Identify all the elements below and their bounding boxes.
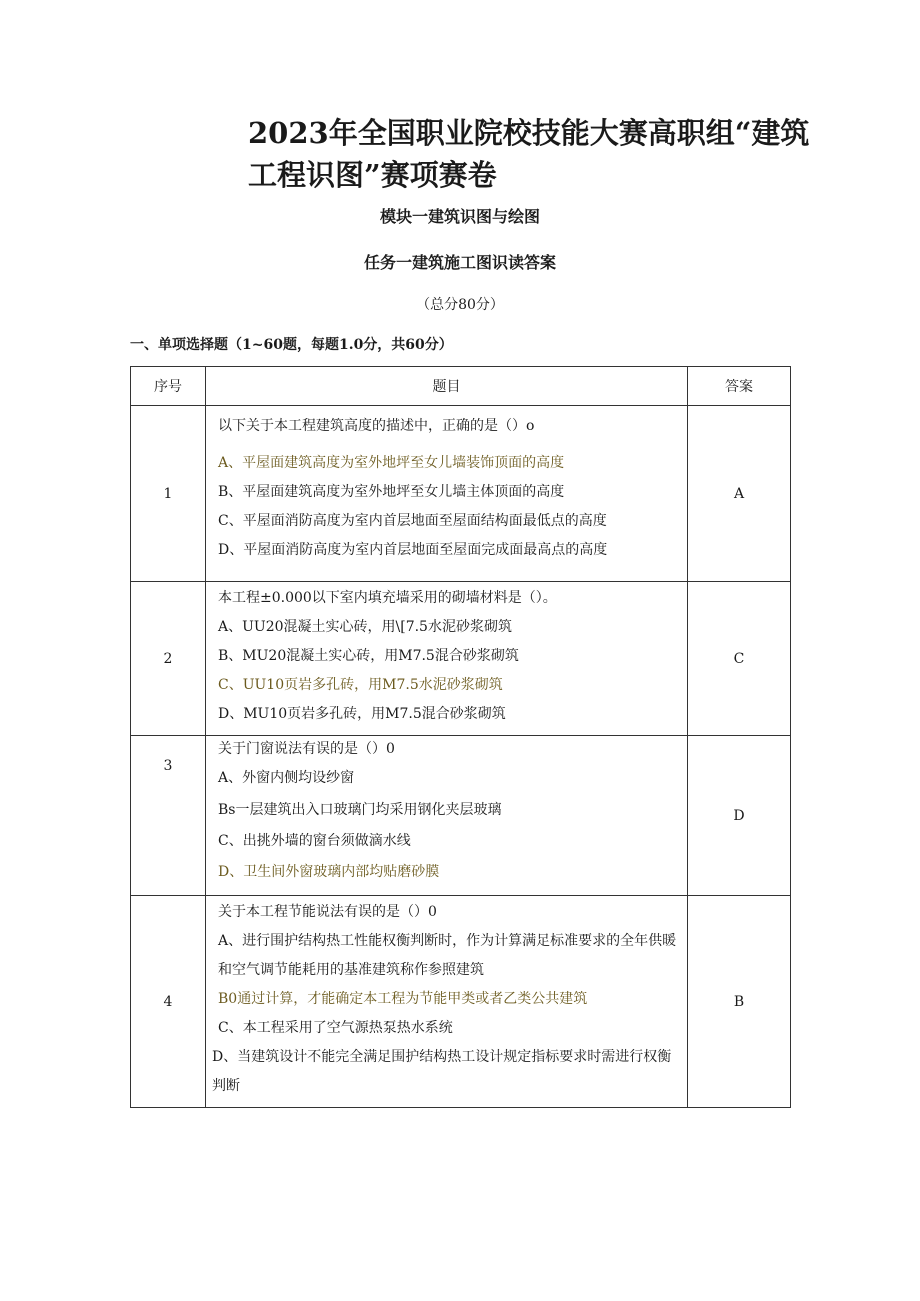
exam-title xyxy=(248,112,808,196)
option-b: B、平屋面建筑高度为室外地坪至女儿墙主体顶面的高度 xyxy=(218,484,565,500)
column-header-answer: 答案 xyxy=(688,367,791,406)
question-cell xyxy=(206,406,688,582)
answer-cell: D xyxy=(688,736,791,896)
question-stem: 关于本工程节能说法有误的是（）0 xyxy=(218,904,437,920)
title-line-1: 2023年全国职业院校技能大赛高职组“建筑 xyxy=(248,116,810,150)
question-cell xyxy=(206,896,688,1108)
option-d: D、平屋面消防高度为室内首层地面至屋面完成面最高点的高度 xyxy=(218,542,608,558)
module-title: 模块一建筑识图与绘图 xyxy=(379,207,540,226)
option-a: A、进行围护结构热工性能权衡判断时，作为计算满足标准要求的全年供暖和空气调节能耗用的基准建筑称作参照建筑 xyxy=(218,933,677,978)
answer-cell: B xyxy=(688,896,791,1108)
question-number: 4 xyxy=(131,896,206,1108)
question-stem: 以下关于本工程建筑高度的描述中，正确的是（）o xyxy=(218,418,535,434)
answer-cell: C xyxy=(688,582,791,736)
column-header-question: 题目 xyxy=(206,367,688,406)
question-number: 3 xyxy=(131,736,206,896)
table-row xyxy=(131,406,791,582)
option-a: A、UU20混凝土实心砖，用\[7.5水泥砂浆砌筑 xyxy=(218,619,512,635)
option-c: C、本工程采用了空气源热泵热水系统 xyxy=(218,1020,453,1036)
total-score: （总分80分） xyxy=(416,297,504,313)
question-cell xyxy=(206,582,688,736)
question-cell xyxy=(206,736,688,896)
option-d: D、当建筑设计不能完全满足围护结构热工设计规定指标要求时需进行权衡判断 xyxy=(212,1049,672,1094)
title-line-2: 工程识图”赛项赛卷 xyxy=(248,158,497,192)
option-b: B、MU20混凝土实心砖，用M7.5混合砂浆砌筑 xyxy=(218,648,519,664)
option-a: A、平屋面建筑高度为室外地坪至女儿墙装饰顶面的高度 xyxy=(218,455,565,471)
question-stem: 关于门窗说法有误的是（）0 xyxy=(218,741,395,757)
column-header-number: 序号 xyxy=(131,367,206,406)
question-number: 2 xyxy=(131,582,206,736)
option-b: B0通过计算，才能确定本工程为节能甲类或者乙类公共建筑 xyxy=(218,991,588,1007)
section-heading: 一、单项选择题（1~60题，每题1.0分，共60分） xyxy=(130,337,453,353)
question-table xyxy=(130,366,791,1108)
option-c: C、出挑外墙的窗台须做滴水线 xyxy=(218,833,411,849)
option-b: Bs一层建筑出入口玻璃门均采用钢化夹层玻璃 xyxy=(218,802,502,818)
option-c: C、UU10页岩多孔砖，用M7.5水泥砂浆砌筑 xyxy=(218,677,503,693)
option-d: D、MU10页岩多孔砖，用M7.5混合砂浆砌筑 xyxy=(218,706,506,722)
table-header-row xyxy=(131,367,791,406)
option-d: D、卫生间外窗玻璃内部均贴磨砂膜 xyxy=(218,864,440,880)
question-stem: 本工程±0.000以下室内填充墙采用的砌墙材料是（）。 xyxy=(218,590,557,606)
option-c: C、平屋面消防高度为室内首层地面至屋面结构面最低点的高度 xyxy=(218,513,607,529)
option-a: A、外窗内侧均设纱窗 xyxy=(218,770,355,786)
question-number: 1 xyxy=(131,406,206,582)
table-row xyxy=(131,896,791,1108)
task-title: 任务一建筑施工图识读答案 xyxy=(363,253,556,272)
answer-cell: A xyxy=(688,406,791,582)
table-row xyxy=(131,736,791,896)
table-row xyxy=(131,582,791,736)
